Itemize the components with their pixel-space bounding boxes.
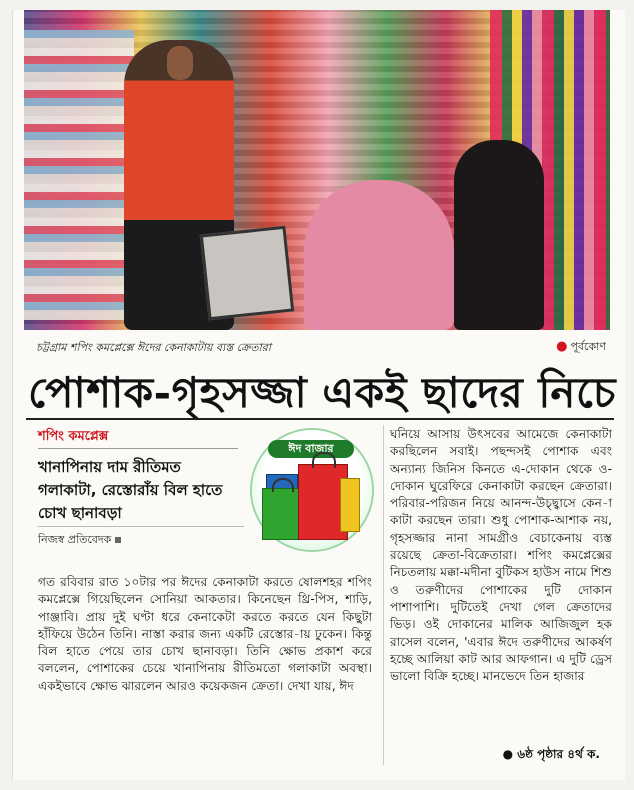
article-paragraph: ঘনিয়ে আসায় উৎসবের আমেজে কেনাকাটা করছিলেন সবাই। পছন্দসই পোশাক এবং অন্যান্য জিনিস কিনতে এ-দোকান থেকে ও-দোকান ঘুরেফিরে কেনাকাটা করছেন ক্রেতারা। পরিবার-পরিজন নিয়ে আনন্দ-উচ্ছ্বাসে কেন-াকাটা করছেন তারা। শুধু পোশাক-আশাক নয়, গৃহসজ্জার নানা সামগ্রীও বেচাকেনায় ব্যস্ত রয়েছে ক্রেতা-বিক্রেতারা। শপিং কমপ্লেক্সের নিচতলায় মক্কা-মদীনা বুটিকস হাউস নামে শিশু ও তরুণীদের পোশাকের দুটি দোকান পাশাপাশি। দুটিতেই দেখা গেল ক্রেতাদের ভিড়। ওই দোকানের মালিক আজিজুল হক রাসেল বলেন, 'এবার ঈদে তরুণীদের আকর্ষণ হচ্ছে আলিয়া কাট আর আফগান। এ দুটি ড্রেস ভালো বিক্রি হচ্ছে। মানভেদে তিন হাজার xyxy=(390,427,612,684)
kicker-rule xyxy=(38,448,238,449)
news-photo xyxy=(24,10,610,330)
photo-caption: চট্টগ্রাম শপিং কমপ্লেক্সে ঈদের কেনাকাটায় ব্যস্ত ক্রেতারা xyxy=(36,341,271,354)
badge-label: ঈদ বাজার xyxy=(268,440,354,458)
article-body-right xyxy=(390,426,612,685)
byline xyxy=(38,531,121,550)
customer-figure-black xyxy=(454,140,544,330)
jump-text: ৬ষ্ঠ পৃষ্ঠার ৪র্থ ক. xyxy=(517,747,600,761)
photo-credit-text: পূর্বকোণ xyxy=(570,340,606,353)
product-package xyxy=(200,226,295,321)
article-paragraph: গত রবিবার রাত ১০টার পর ঈদের কেনাকাটা করতে ষোলশহর শপিং কমপ্লেক্সে গিয়েছিলেন সোনিয়া আকতার। কিনেছেন থ্রি-পিস, শাড়ি, পাঞ্জাবি। প্রায় দুই ঘণ্টা ধরে কেনাকেটা করতে করতে যেন কিছুটা হাঁফিয়ে উঠেন তিনি। নাস্তা করার জন্য একটি রেস্তোর-ায় ঢুকেন। কিন্তু বিল হাতে পেয়ে তার চোখ ছানাবড়া। তিনি ক্ষোভ প্রকাশ করে বললেন, পোশাকের চেয়ে খানাপিনায় রীতিমতো গলাকাটা অবস্থা। একইভাবে ক্ষোভ ঝারলেন আরও কয়েকজন ক্রেতা। দেখা যায়, ঈদ xyxy=(38,575,372,693)
headline-rule xyxy=(26,418,614,420)
byline-text: নিজস্ব প্রতিবেদক xyxy=(38,533,112,546)
photo-credit xyxy=(556,338,606,357)
subheadline: খানাপিনায় দাম রীতিমত গলাকাটা, রেস্তোরাঁয় বিল হাতে চোখ ছানাবড়া xyxy=(38,458,223,522)
kicker: শপিং কমপ্লেক্স xyxy=(38,429,109,444)
fabric-shelf-left xyxy=(24,30,134,320)
customer-figure-pink xyxy=(304,180,454,330)
bullet-icon: ● xyxy=(556,339,568,354)
continued-on-page: ● ৬ষ্ঠ পৃষ্ঠার ৪র্থ ক. xyxy=(502,747,600,761)
column-divider xyxy=(383,425,384,765)
shopkeeper-face xyxy=(167,46,193,80)
article-body-left xyxy=(38,574,372,695)
square-bullet-icon xyxy=(115,537,121,543)
bag-handle-icon xyxy=(272,478,294,492)
byline-rule xyxy=(38,526,244,527)
headline: পোশাক-গৃহসজ্জা একই ছাদের নিচে xyxy=(28,368,617,417)
bag-handle-icon xyxy=(312,452,336,468)
shopping-bag-yellow-icon xyxy=(340,478,360,532)
